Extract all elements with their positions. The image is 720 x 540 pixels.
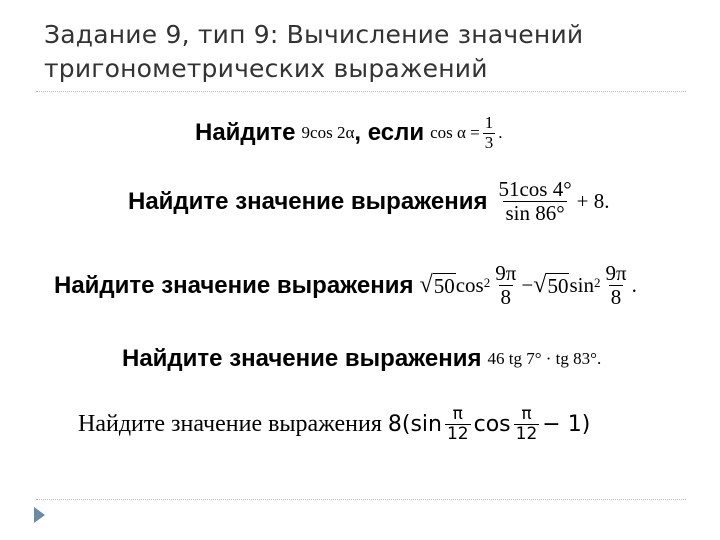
top-divider: [36, 91, 686, 92]
task-3-fn-1: cos: [455, 273, 484, 298]
task-3-num-2: 9π: [605, 261, 627, 285]
task-4-expression: 46 tg 7° · tg 83°.: [487, 349, 602, 368]
task-5-den-1: 12: [446, 423, 469, 444]
task-1-tail: .: [498, 123, 503, 143]
task-2-tail: + 8.: [576, 189, 610, 214]
task-3-fraction-1: [493, 262, 518, 309]
task-5-expression: [388, 405, 590, 443]
task-1-label: Найдите: [195, 119, 296, 147]
task-3-fraction-2: [603, 262, 628, 309]
task-1-connector: , если: [354, 119, 425, 147]
task-3-sqrt-1: √ 50: [419, 270, 455, 298]
task-3-den-1: 8: [500, 285, 512, 310]
triangle-bullet-icon: [34, 507, 45, 523]
task-5-mid: cos: [473, 411, 511, 437]
task-2-denominator: sin 86°: [505, 201, 565, 226]
task-5-den-2: 12: [515, 423, 538, 444]
task-5-lead: 8(sin: [387, 411, 442, 437]
task-3-expression: √ 50 cos $^2$ $\frac{9\pi}{8}$ − √ 50 sin $^2$ $\frac{9\pi}{8}$ .: [419, 261, 637, 310]
task-5: [78, 405, 590, 443]
task-3: [54, 262, 637, 309]
task-5-num-1: π: [452, 404, 463, 424]
task-1: [195, 114, 502, 152]
task-5-fraction-1: [445, 405, 471, 443]
bottom-divider: [36, 499, 686, 500]
slide-title: [44, 18, 684, 86]
task-1-denominator: 3: [484, 132, 494, 152]
task-3-label: Найдите значение выражения: [54, 271, 414, 299]
task-3-radicand-1: 50: [433, 273, 455, 298]
task-3-den-2: 8: [610, 285, 622, 310]
task-3-operator: −: [521, 273, 534, 298]
task-3-sqrt-2: √ 50: [533, 270, 569, 298]
task-1-expression: 9cos 2α: [301, 123, 355, 143]
task-3-fn-2: sin: [569, 273, 594, 298]
task-3-num-1: 9π: [495, 261, 517, 285]
task-1-numerator: 1: [484, 113, 494, 132]
task-4: [122, 345, 601, 373]
task-2: [128, 178, 609, 225]
task-2-label: Найдите значение выражения: [128, 187, 488, 215]
task-1-condition-lhs: cos α =: [430, 123, 480, 143]
task-5-fraction-2: [514, 405, 540, 443]
task-2-numerator: 51cos 4°: [498, 177, 572, 201]
task-3-radicand-2: 50: [547, 273, 569, 298]
slide-title-line-1: Задание 9, тип 9: Вычисление значений: [44, 20, 584, 49]
task-3-tail: .: [631, 273, 637, 298]
slide-title-line-2: тригонометрических выражений: [44, 54, 488, 83]
task-5-label: Найдите значение выражения: [78, 410, 382, 437]
task-5-num-2: π: [521, 404, 532, 424]
task-1-condition-fraction: [483, 114, 496, 152]
task-5-tail: − 1): [542, 411, 591, 437]
task-4-label: Найдите значение выражения: [122, 345, 482, 372]
task-2-fraction: [496, 178, 573, 225]
